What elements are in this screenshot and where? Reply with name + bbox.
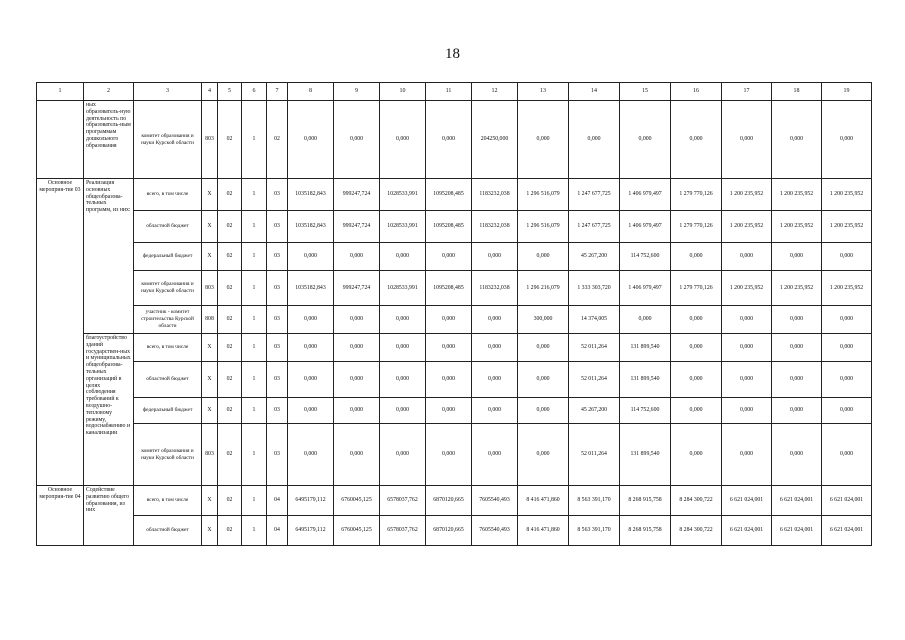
value-cell: 1 247 677,725 bbox=[569, 179, 620, 211]
value-cell: 0,000 bbox=[671, 424, 722, 486]
table-row bbox=[37, 306, 872, 334]
value-cell: 6495179,112 bbox=[288, 516, 334, 546]
measure-cell: Основное мероприя-тие 04 bbox=[37, 486, 84, 546]
header-cell: 10 bbox=[380, 83, 426, 101]
code-cell: 808 bbox=[202, 306, 218, 334]
table-row bbox=[37, 424, 872, 486]
header-cell: 11 bbox=[426, 83, 472, 101]
value-cell: 8 284 300,722 bbox=[671, 516, 722, 546]
value-cell: 999247,724 bbox=[334, 211, 380, 243]
value-cell: 0,000 bbox=[822, 101, 872, 179]
value-cell: 0,000 bbox=[472, 243, 518, 271]
value-cell: 1035182,843 bbox=[288, 271, 334, 306]
value-cell: 1 296 516,079 bbox=[518, 179, 569, 211]
header-cell: 13 bbox=[518, 83, 569, 101]
responsible-cell: комитет образования и науки Курской области bbox=[134, 101, 202, 179]
value-cell: 0,000 bbox=[722, 334, 772, 362]
code-cell: 1 bbox=[242, 398, 267, 424]
value-cell: 0,000 bbox=[772, 306, 822, 334]
code-cell: X bbox=[202, 179, 218, 211]
value-cell: 52 011,264 bbox=[569, 424, 620, 486]
value-cell: 1 200 235,952 bbox=[722, 179, 772, 211]
responsible-cell: областной бюджет bbox=[134, 362, 202, 398]
table-row bbox=[37, 211, 872, 243]
measure-cell: Основное мероприя-тие 03 bbox=[37, 179, 84, 486]
page-number: 18 bbox=[445, 46, 460, 62]
code-cell: 03 bbox=[267, 243, 288, 271]
value-cell: 1 279 770,126 bbox=[671, 211, 722, 243]
code-cell: 02 bbox=[218, 179, 242, 211]
value-cell: 0,000 bbox=[380, 243, 426, 271]
header-cell: 14 bbox=[569, 83, 620, 101]
code-cell: 03 bbox=[267, 179, 288, 211]
code-cell: 1 bbox=[242, 271, 267, 306]
code-cell: 02 bbox=[218, 486, 242, 516]
value-cell: 0,000 bbox=[380, 362, 426, 398]
budget-table bbox=[36, 82, 872, 546]
value-cell: 114 752,600 bbox=[620, 398, 671, 424]
value-cell: 0,000 bbox=[380, 398, 426, 424]
value-cell: 0,000 bbox=[772, 362, 822, 398]
value-cell: 45 267,200 bbox=[569, 398, 620, 424]
value-cell: 1 200 235,952 bbox=[822, 179, 872, 211]
header-cell: 17 bbox=[722, 83, 772, 101]
table-row bbox=[37, 486, 872, 516]
code-cell: 1 bbox=[242, 486, 267, 516]
value-cell: 0,000 bbox=[671, 334, 722, 362]
header-cell: 6 bbox=[242, 83, 267, 101]
value-cell: 0,000 bbox=[426, 424, 472, 486]
code-cell: X bbox=[202, 398, 218, 424]
value-cell: 6 621 024,001 bbox=[822, 486, 872, 516]
code-cell: 02 bbox=[218, 362, 242, 398]
code-cell: X bbox=[202, 516, 218, 546]
header-cell: 16 bbox=[671, 83, 722, 101]
value-cell: 1 247 677,725 bbox=[569, 211, 620, 243]
program-name-cell: Содействие развитию общего образования, из них bbox=[84, 486, 134, 546]
code-cell: 1 bbox=[242, 334, 267, 362]
code-cell: 03 bbox=[267, 424, 288, 486]
value-cell: 52 011,264 bbox=[569, 334, 620, 362]
header-row bbox=[37, 83, 872, 101]
value-cell: 0,000 bbox=[772, 101, 822, 179]
value-cell: 0,000 bbox=[334, 243, 380, 271]
value-cell: 8 416 471,860 bbox=[518, 486, 569, 516]
header-cell: 7 bbox=[267, 83, 288, 101]
value-cell: 0,000 bbox=[334, 398, 380, 424]
value-cell: 1095208,485 bbox=[426, 179, 472, 211]
table-row bbox=[37, 101, 872, 179]
value-cell: 1 279 770,126 bbox=[671, 179, 722, 211]
value-cell: 0,000 bbox=[518, 424, 569, 486]
code-cell: X bbox=[202, 334, 218, 362]
value-cell: 1028533,991 bbox=[380, 211, 426, 243]
value-cell: 8 284 300,722 bbox=[671, 486, 722, 516]
code-cell: 02 bbox=[267, 101, 288, 179]
value-cell: 1 296 516,079 bbox=[518, 211, 569, 243]
value-cell: 0,000 bbox=[822, 398, 872, 424]
value-cell: 0,000 bbox=[772, 424, 822, 486]
value-cell: 0,000 bbox=[671, 362, 722, 398]
responsible-cell: всего, в том числе bbox=[134, 486, 202, 516]
value-cell: 1 200 235,952 bbox=[772, 271, 822, 306]
value-cell: 6 621 024,001 bbox=[822, 516, 872, 546]
value-cell: 0,000 bbox=[380, 306, 426, 334]
table-row bbox=[37, 271, 872, 306]
code-cell: X bbox=[202, 362, 218, 398]
code-cell: X bbox=[202, 486, 218, 516]
code-cell: 02 bbox=[218, 101, 242, 179]
value-cell: 8 268 915,758 bbox=[620, 486, 671, 516]
value-cell: 0,000 bbox=[671, 101, 722, 179]
code-cell: 03 bbox=[267, 211, 288, 243]
responsible-cell: федеральный бюджет bbox=[134, 398, 202, 424]
value-cell: 1028533,991 bbox=[380, 271, 426, 306]
value-cell: 0,000 bbox=[671, 243, 722, 271]
value-cell: 6 621 024,001 bbox=[772, 516, 822, 546]
code-cell: 02 bbox=[218, 306, 242, 334]
responsible-cell: всего, в том числе bbox=[134, 179, 202, 211]
program-name-cell: ных образователь-ную деятельность по образователь-ным программам дошкольного образования bbox=[84, 101, 134, 179]
code-cell: 803 bbox=[202, 424, 218, 486]
measure-cell bbox=[37, 101, 84, 179]
code-cell: 03 bbox=[267, 398, 288, 424]
value-cell: 0,000 bbox=[288, 424, 334, 486]
table-row bbox=[37, 334, 872, 362]
table-row bbox=[37, 398, 872, 424]
value-cell: 0,000 bbox=[380, 101, 426, 179]
code-cell: 02 bbox=[218, 516, 242, 546]
value-cell: 0,000 bbox=[772, 334, 822, 362]
value-cell: 0,000 bbox=[334, 306, 380, 334]
value-cell: 1 406 979,497 bbox=[620, 211, 671, 243]
value-cell: 1 406 979,497 bbox=[620, 179, 671, 211]
value-cell: 0,000 bbox=[334, 424, 380, 486]
responsible-cell: всего, в том числе bbox=[134, 334, 202, 362]
value-cell: 0,000 bbox=[380, 334, 426, 362]
value-cell: 1 200 235,952 bbox=[772, 179, 822, 211]
value-cell: 6 621 024,001 bbox=[772, 486, 822, 516]
table-row bbox=[37, 516, 872, 546]
value-cell: 8 563 391,170 bbox=[569, 486, 620, 516]
value-cell: 204250,000 bbox=[472, 101, 518, 179]
value-cell: 0,000 bbox=[472, 398, 518, 424]
value-cell: 999247,724 bbox=[334, 271, 380, 306]
value-cell: 1 333 303,720 bbox=[569, 271, 620, 306]
value-cell: 1 200 235,952 bbox=[722, 271, 772, 306]
value-cell: 1 200 235,952 bbox=[822, 211, 872, 243]
value-cell: 1 200 235,952 bbox=[722, 211, 772, 243]
header-cell: 2 bbox=[84, 83, 134, 101]
value-cell: 0,000 bbox=[426, 243, 472, 271]
value-cell: 0,000 bbox=[380, 424, 426, 486]
value-cell: 1035182,843 bbox=[288, 211, 334, 243]
value-cell: 1 200 235,952 bbox=[822, 271, 872, 306]
value-cell: 0,000 bbox=[722, 101, 772, 179]
table-row bbox=[37, 179, 872, 211]
header-cell: 3 bbox=[134, 83, 202, 101]
value-cell: 8 416 471,860 bbox=[518, 516, 569, 546]
responsible-cell: комитет образования и науки Курской области bbox=[134, 424, 202, 486]
value-cell: 0,000 bbox=[518, 243, 569, 271]
value-cell: 14 374,005 bbox=[569, 306, 620, 334]
responsible-cell: областной бюджет bbox=[134, 516, 202, 546]
value-cell: 1183232,038 bbox=[472, 211, 518, 243]
value-cell: 1 200 235,952 bbox=[772, 211, 822, 243]
value-cell: 7605540,493 bbox=[472, 486, 518, 516]
value-cell: 52 011,264 bbox=[569, 362, 620, 398]
program-name-cell: Реализация основных общеобразова-тельных программ, из них: bbox=[84, 179, 134, 334]
value-cell: 0,000 bbox=[334, 101, 380, 179]
value-cell: 0,000 bbox=[472, 424, 518, 486]
code-cell: 03 bbox=[267, 334, 288, 362]
header-cell: 8 bbox=[288, 83, 334, 101]
value-cell: 0,000 bbox=[426, 334, 472, 362]
responsible-cell: участник - комитет строительства Курской области bbox=[134, 306, 202, 334]
value-cell: 131 899,540 bbox=[620, 424, 671, 486]
value-cell: 0,000 bbox=[518, 101, 569, 179]
value-cell: 0,000 bbox=[822, 243, 872, 271]
value-cell: 0,000 bbox=[426, 398, 472, 424]
value-cell: 0,000 bbox=[334, 362, 380, 398]
table-row bbox=[37, 243, 872, 271]
header-cell: 4 bbox=[202, 83, 218, 101]
value-cell: 0,000 bbox=[426, 362, 472, 398]
value-cell: 0,000 bbox=[722, 306, 772, 334]
value-cell: 0,000 bbox=[288, 306, 334, 334]
header-cell: 5 bbox=[218, 83, 242, 101]
value-cell: 8 563 391,170 bbox=[569, 516, 620, 546]
value-cell: 6760045,125 bbox=[334, 486, 380, 516]
code-cell: 03 bbox=[267, 362, 288, 398]
code-cell: 1 bbox=[242, 243, 267, 271]
value-cell: 0,000 bbox=[288, 243, 334, 271]
value-cell: 0,000 bbox=[822, 306, 872, 334]
value-cell: 6870120,665 bbox=[426, 516, 472, 546]
code-cell: 803 bbox=[202, 271, 218, 306]
code-cell: 803 bbox=[202, 101, 218, 179]
value-cell: 0,000 bbox=[620, 101, 671, 179]
code-cell: 03 bbox=[267, 306, 288, 334]
value-cell: 0,000 bbox=[426, 101, 472, 179]
value-cell: 1035182,843 bbox=[288, 179, 334, 211]
value-cell: 6 621 024,001 bbox=[722, 516, 772, 546]
code-cell: 1 bbox=[242, 306, 267, 334]
value-cell: 0,000 bbox=[772, 243, 822, 271]
value-cell: 45 267,200 bbox=[569, 243, 620, 271]
code-cell: 03 bbox=[267, 271, 288, 306]
value-cell: 7605540,493 bbox=[472, 516, 518, 546]
value-cell: 0,000 bbox=[822, 362, 872, 398]
value-cell: 6760045,125 bbox=[334, 516, 380, 546]
value-cell: 6 621 024,001 bbox=[722, 486, 772, 516]
value-cell: 0,000 bbox=[722, 424, 772, 486]
value-cell: 0,000 bbox=[288, 101, 334, 179]
code-cell: 02 bbox=[218, 211, 242, 243]
value-cell: 0,000 bbox=[822, 424, 872, 486]
value-cell: 0,000 bbox=[334, 334, 380, 362]
value-cell: 0,000 bbox=[472, 306, 518, 334]
code-cell: 02 bbox=[218, 398, 242, 424]
header-cell: 12 bbox=[472, 83, 518, 101]
value-cell: 1095208,485 bbox=[426, 211, 472, 243]
code-cell: 04 bbox=[267, 486, 288, 516]
value-cell: 6578037,762 bbox=[380, 516, 426, 546]
header-cell: 15 bbox=[620, 83, 671, 101]
value-cell: 131 899,540 bbox=[620, 362, 671, 398]
value-cell: 0,000 bbox=[722, 243, 772, 271]
responsible-cell: комитет образования и науки Курской области bbox=[134, 271, 202, 306]
value-cell: 1183232,038 bbox=[472, 271, 518, 306]
value-cell: 8 268 915,758 bbox=[620, 516, 671, 546]
value-cell: 0,000 bbox=[518, 362, 569, 398]
header-cell: 1 bbox=[37, 83, 84, 101]
value-cell: 0,000 bbox=[472, 334, 518, 362]
value-cell: 6870120,665 bbox=[426, 486, 472, 516]
value-cell: 0,000 bbox=[472, 362, 518, 398]
value-cell: 114 752,600 bbox=[620, 243, 671, 271]
value-cell: 1 296 216,079 bbox=[518, 271, 569, 306]
value-cell: 0,000 bbox=[620, 306, 671, 334]
value-cell: 0,000 bbox=[772, 398, 822, 424]
value-cell: 0,000 bbox=[722, 398, 772, 424]
value-cell: 1095208,485 bbox=[426, 271, 472, 306]
value-cell: 999247,724 bbox=[334, 179, 380, 211]
code-cell: 02 bbox=[218, 243, 242, 271]
responsible-cell: федеральный бюджет bbox=[134, 243, 202, 271]
code-cell: 02 bbox=[218, 424, 242, 486]
value-cell: 0,000 bbox=[288, 334, 334, 362]
value-cell: 131 899,540 bbox=[620, 334, 671, 362]
value-cell: 0,000 bbox=[822, 334, 872, 362]
code-cell: X bbox=[202, 243, 218, 271]
value-cell: 0,000 bbox=[288, 362, 334, 398]
value-cell: 6578037,762 bbox=[380, 486, 426, 516]
code-cell: 1 bbox=[242, 101, 267, 179]
value-cell: 1183232,038 bbox=[472, 179, 518, 211]
value-cell: 0,000 bbox=[722, 362, 772, 398]
code-cell: 04 bbox=[267, 516, 288, 546]
header-cell: 9 bbox=[334, 83, 380, 101]
code-cell: 1 bbox=[242, 516, 267, 546]
value-cell: 0,000 bbox=[569, 101, 620, 179]
program-name-cell: благоустройство зданий государствен-ных и муниципальных общеобразова-тельных организаций в целях соблюдения требований к воздушно-тепловому режиму, водоснабжению и канализации bbox=[84, 334, 134, 486]
code-cell: 02 bbox=[218, 334, 242, 362]
table-row bbox=[37, 362, 872, 398]
value-cell: 1028533,991 bbox=[380, 179, 426, 211]
code-cell: 02 bbox=[218, 271, 242, 306]
value-cell: 0,000 bbox=[518, 398, 569, 424]
code-cell: 1 bbox=[242, 424, 267, 486]
value-cell: 0,000 bbox=[518, 334, 569, 362]
value-cell: 0,000 bbox=[288, 398, 334, 424]
code-cell: X bbox=[202, 211, 218, 243]
responsible-cell: областной бюджет bbox=[134, 211, 202, 243]
header-cell: 18 bbox=[772, 83, 822, 101]
code-cell: 1 bbox=[242, 362, 267, 398]
header-cell: 19 bbox=[822, 83, 872, 101]
code-cell: 1 bbox=[242, 179, 267, 211]
value-cell: 6495179,112 bbox=[288, 486, 334, 516]
value-cell: 1 279 770,126 bbox=[671, 271, 722, 306]
value-cell: 0,000 bbox=[671, 306, 722, 334]
code-cell: 1 bbox=[242, 211, 267, 243]
value-cell: 0,000 bbox=[426, 306, 472, 334]
value-cell: 0,000 bbox=[671, 398, 722, 424]
value-cell: 1 406 979,497 bbox=[620, 271, 671, 306]
value-cell: 300,000 bbox=[518, 306, 569, 334]
